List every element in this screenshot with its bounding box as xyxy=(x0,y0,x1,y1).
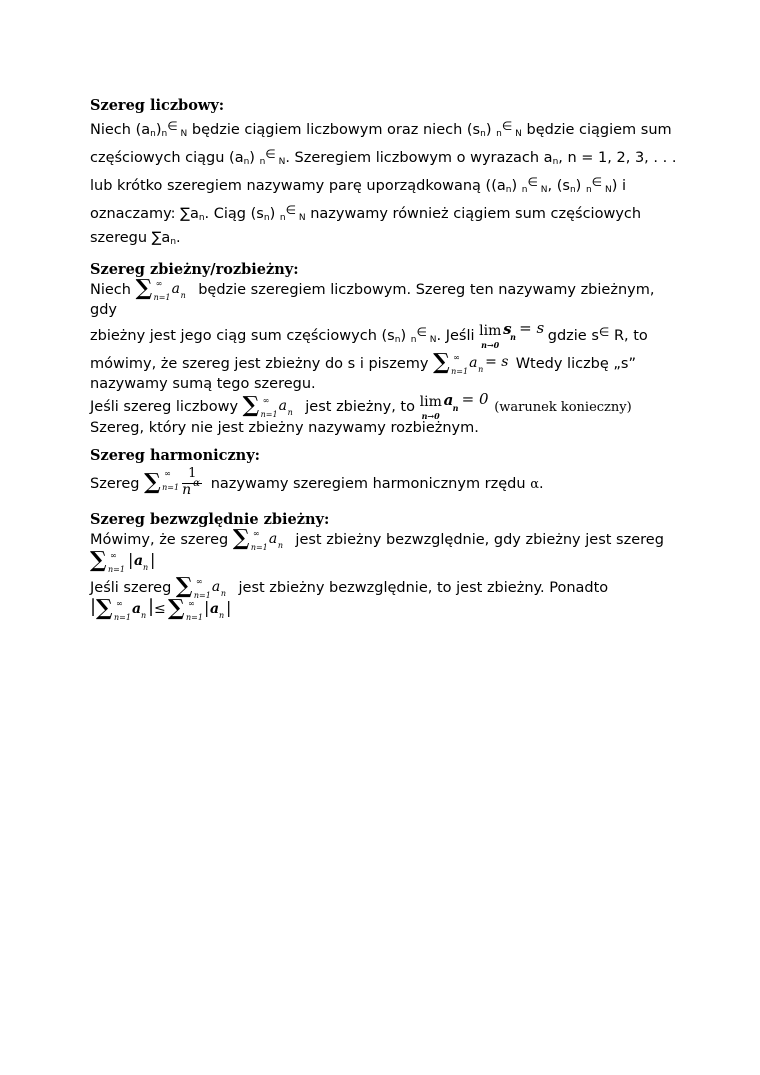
paragraph-line: Szereg ∑ ∞ n=1 1 n α nazywamy szeregiem harmonicznym rzędu α. xyxy=(90,466,680,502)
section-szereg-zbiezny xyxy=(90,260,680,438)
abs-series-formula: ∑ ∞ n=1 | a n | xyxy=(90,547,156,574)
section-szereg-liczbowy xyxy=(90,96,680,252)
series-formula: ∑ ∞ n=1 a n xyxy=(135,275,186,302)
paragraph-line xyxy=(90,595,680,624)
paragraph-line: Jeśli szereg ∑ ∞ n=1 a n jest zbieżny bezwzględnie, to jest zbieżny. Ponadto xyxy=(90,573,609,600)
paragraph-line: mówimy, że szereg jest zbieżny do s i piszemy ∑ ∞ n=1 a n = s Wtedy liczbę „s” xyxy=(90,349,636,376)
paragraph-line: Jeśli szereg liczbowy ∑ ∞ n=1 a n jest zbieżny, to lim n→0 a n = 0 (warunek konieczny) xyxy=(90,390,632,421)
series-formula: ∑ ∞ n=1 a n xyxy=(242,392,293,419)
section-heading: Szereg bezwzględnie zbieżny: xyxy=(90,511,330,528)
section-szereg-bezwzglednie-zbiezny xyxy=(90,510,680,624)
paragraph-line: Mówimy, że szereg ∑ ∞ n=1 a n jest zbieżny bezwzględnie, gdy zbieżny jest szereg xyxy=(90,525,664,552)
paragraph-line: szeregu $\sum a_n$. xyxy=(90,230,181,247)
paragraph-line: Niech $(a_n)_n^\in$ $_N$ będzie ciągiem liczbowym oraz niech $(s_n)$ $_n$∈ $_N$ będzie ciągiem sum xyxy=(90,119,672,139)
document-page xyxy=(90,96,680,632)
section-heading: Szereg harmoniczny: xyxy=(90,447,261,464)
harmonic-series-formula: ∑ ∞ n=1 1 n α xyxy=(144,466,206,502)
section-szereg-harmoniczny xyxy=(90,446,680,502)
section-heading: Szereg zbieżny/rozbieżny: xyxy=(90,261,299,278)
paragraph-line: częściowych ciągu $(a_n)$ $_n$∈ $_N$. Szeregiem liczbowym o wyrazach $a_n$, n = 1, 2, 3, . . . xyxy=(90,147,677,167)
series-formula: ∑ ∞ n=1 a n xyxy=(175,573,227,600)
paragraph-line: gdy xyxy=(90,302,117,318)
limit-zero-formula: lim n→0 a n = 0 xyxy=(419,390,489,421)
inequality-formula: | ∑ ∞ n=1 a n | ≤ ∑ ∞ n=1 | a n | xyxy=(90,595,232,622)
paragraph-line: Niech ∑ ∞ n=1 a n będzie szeregiem liczbowym. Szereg ten nazywamy zbieżnym, xyxy=(90,275,655,302)
paragraph-line: oznaczamy: $\sum a_n$. Ciąg $(s_n)$ $_n$∈ $_N$ nazywamy również ciągiem sum częściowych xyxy=(90,203,642,223)
paragraph-line: nazywamy sumą tego szeregu. xyxy=(90,376,316,392)
paragraph-line: zbieżny jest jego ciąg sum częściowych $(s_n)$ $_n$∈ $_N$. Jeśli lim n→0 s n = s gdzie s∈ R, to xyxy=(90,319,648,350)
series-sum-formula: ∑ ∞ n=1 a n = s xyxy=(433,349,509,376)
section-heading: Szereg liczbowy: xyxy=(90,97,225,114)
series-formula: ∑ ∞ n=1 a n xyxy=(232,525,283,552)
paragraph-line: lub krótko szeregiem nazywamy parę uporządkowaną ($(a_n)$ $_n$∈ $_N$, $(s_n)$ $_n$∈ $_N$) i xyxy=(90,175,627,195)
limit-formula: lim n→0 s n = s xyxy=(479,319,545,350)
paragraph-line: Szereg, który nie jest zbieżny nazywamy rozbieżnym. xyxy=(90,420,479,436)
